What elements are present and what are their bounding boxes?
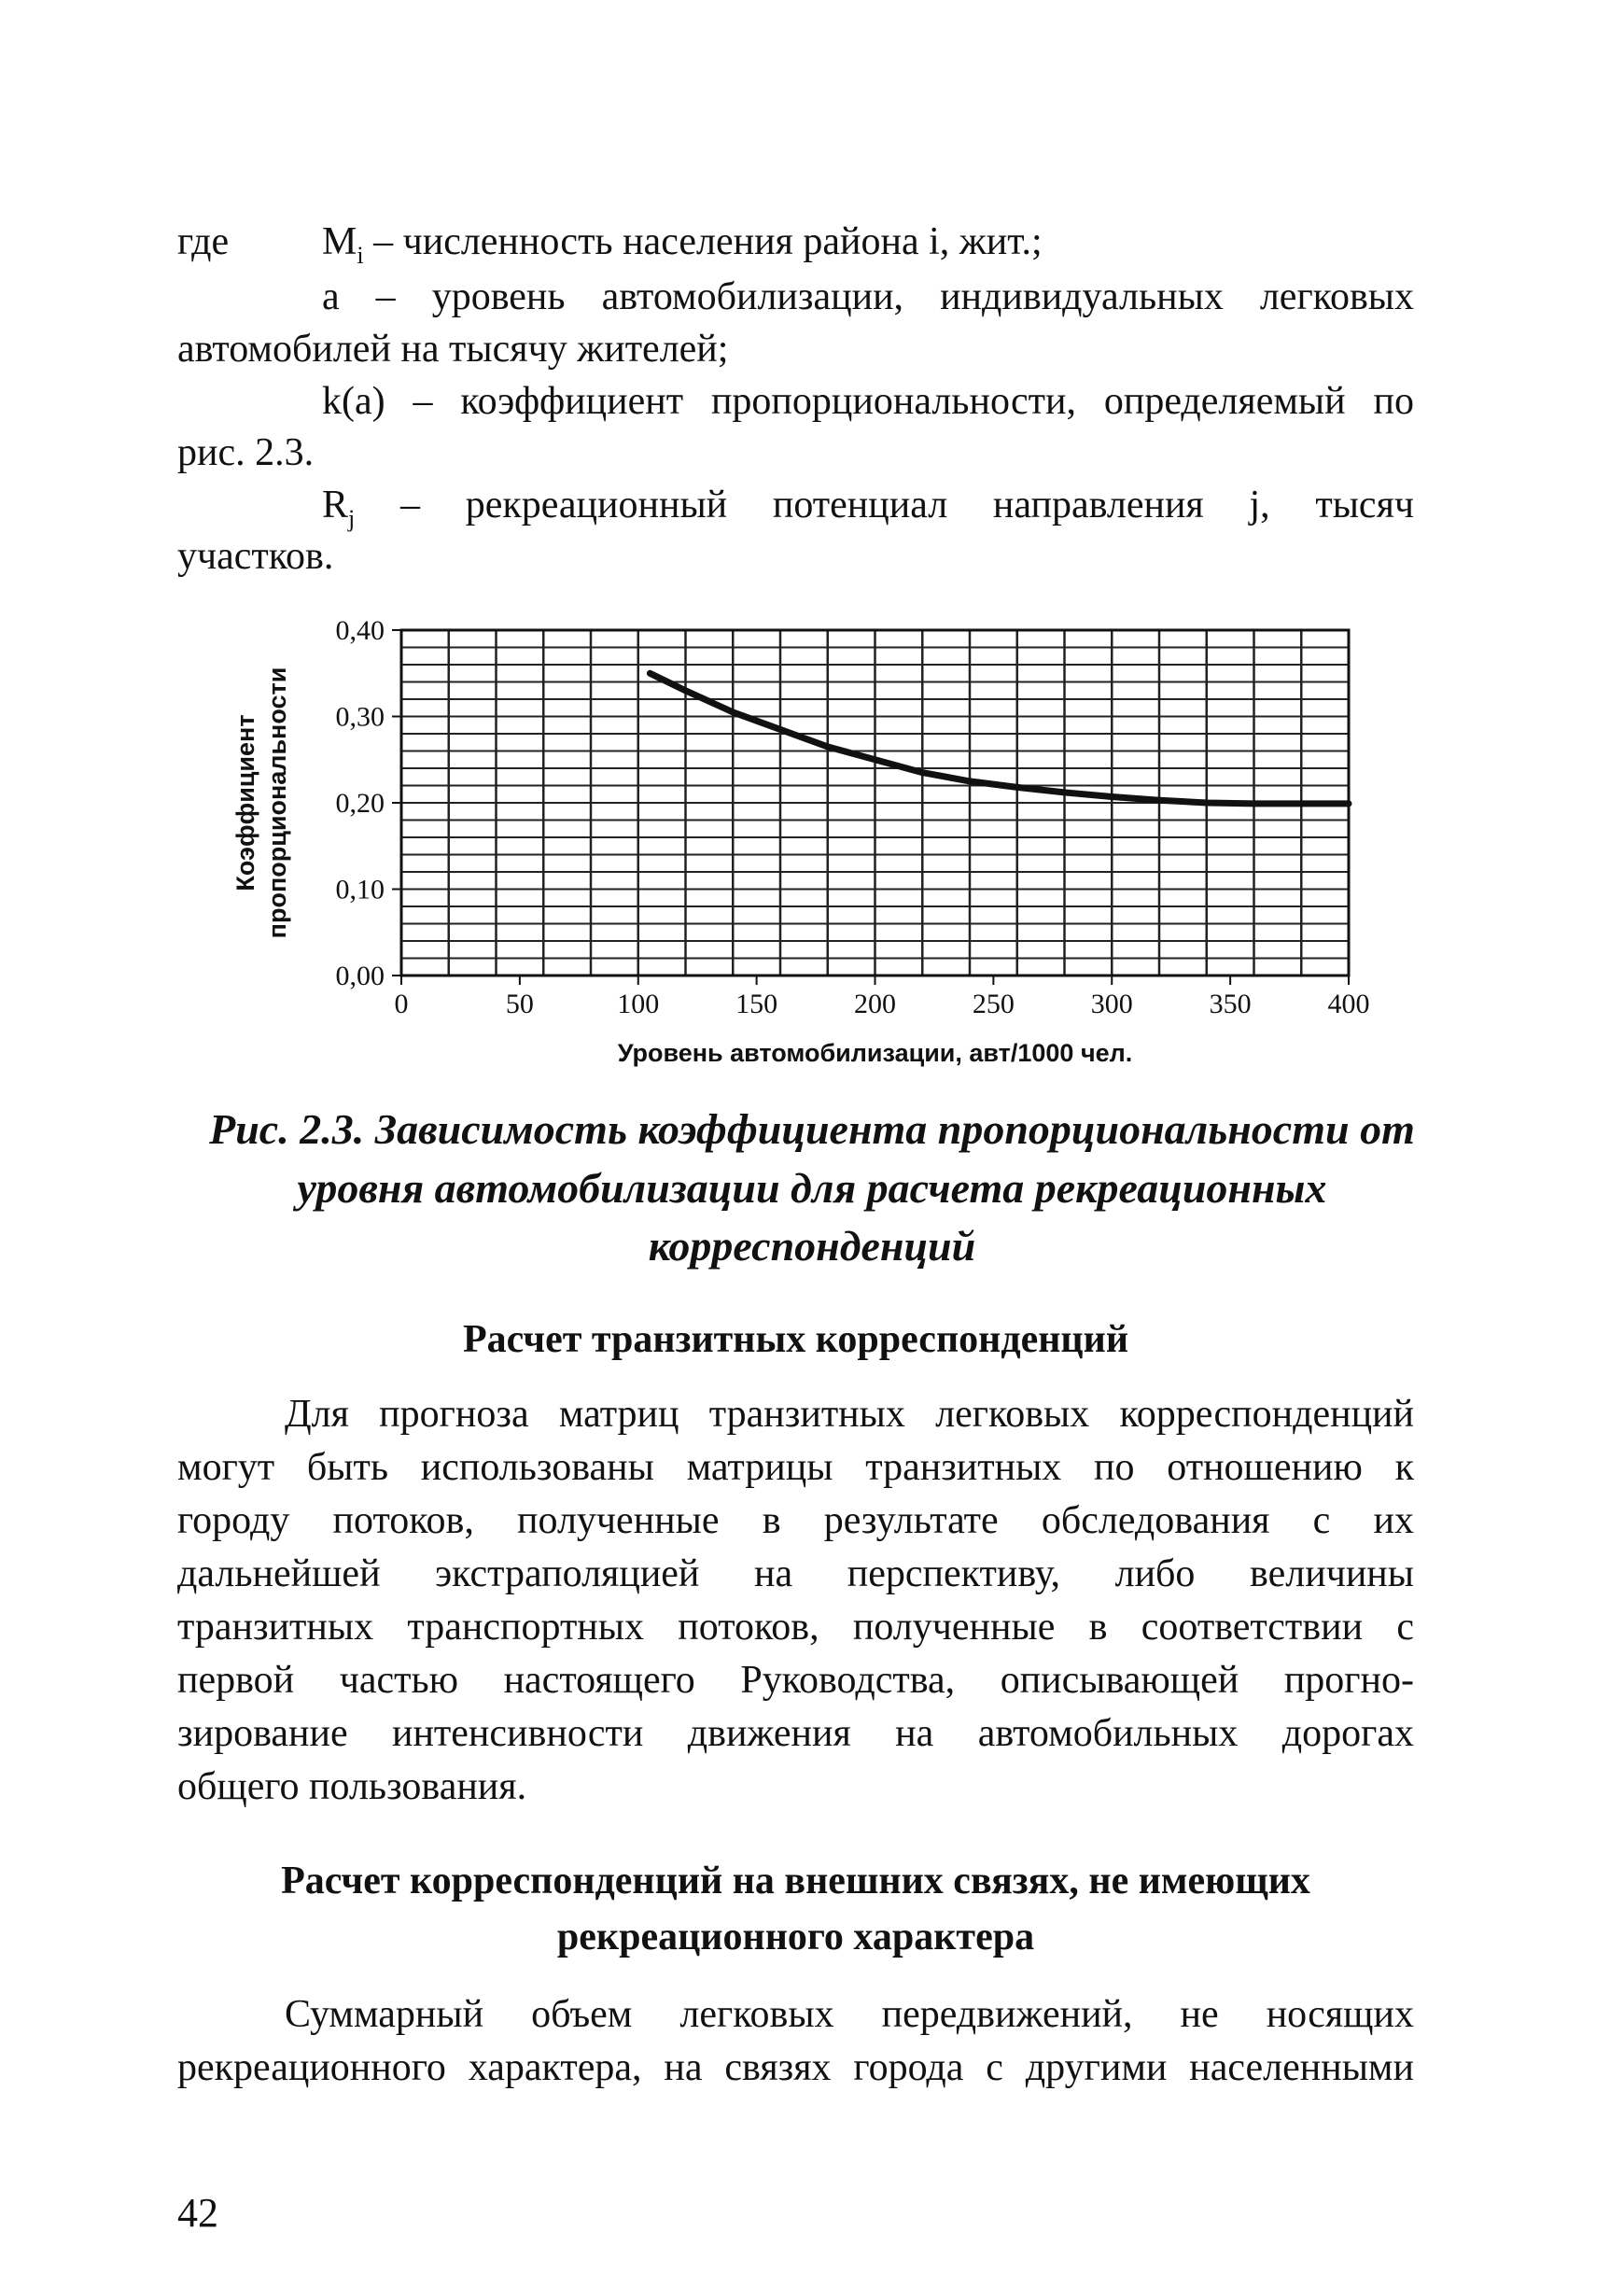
x-tick-label: 400	[1327, 989, 1370, 1019]
y-tick-label: 0,40	[335, 615, 385, 646]
section2-line: рекреационного характера, на связях города с другими населенными	[177, 2046, 1414, 2089]
section1-line: могут быть использованы матрицы транзитных по отношению к	[177, 1446, 1414, 1489]
section1-line: первой частью настоящего Руководства, описывающей прогно-	[177, 1659, 1414, 1702]
figure-caption-line1: Рис. 2.3. Зависимость коэффициента пропорциональности от	[209, 1105, 1415, 1153]
x-tick-label: 300	[1090, 989, 1133, 1019]
section1-line: городу потоков, полученные в результате обследования с их	[177, 1499, 1414, 1542]
figure-caption-line3: корреспонденций	[648, 1222, 976, 1270]
x-tick-label: 150	[735, 989, 778, 1019]
x-tick-label: 350	[1209, 989, 1252, 1019]
section-heading-transit: Расчет транзитных корреспонденций	[462, 1318, 1129, 1361]
chart-axes	[392, 630, 1349, 985]
section-heading-external-line2: рекреационного характера	[556, 1916, 1035, 1958]
r-symbol: R	[322, 484, 349, 526]
section1-line: Для прогноза матриц транзитных легковых корреспонденций	[285, 1393, 1414, 1436]
section1-line: дальнейшей экстраполяцией на перспективу, либо величины	[177, 1552, 1414, 1595]
definition-k-line1: k(a) – коэффициент пропорциональности, определяемый по	[322, 380, 1414, 423]
r-text: – рекреационный потенциал направления j, тысяч	[399, 484, 1415, 526]
x-tick-label: 100	[617, 989, 660, 1019]
where-word: где	[177, 220, 230, 263]
section-heading-external-line1: Расчет корреспонденций на внешних связях, не имеющих	[281, 1860, 1310, 1902]
definition-a-line1: a – уровень автомобилизации, индивидуальных легковых	[322, 275, 1414, 318]
m-symbol: M	[322, 220, 357, 263]
coefficient-chart	[224, 607, 1400, 1074]
definition-k-line2: рис. 2.3.	[177, 431, 315, 474]
x-axis-title: Уровень автомобилизации, авт/1000 чел.	[617, 1039, 1133, 1067]
y-tick-label: 0,30	[335, 701, 385, 733]
section1-line: общего пользования.	[177, 1765, 527, 1808]
figure-caption-line2: уровня автомобилизации для расчета рекреационных	[297, 1164, 1327, 1212]
section2-line: Суммарный объем легковых передвижений, не носящих	[285, 1993, 1414, 2036]
y-tick-label: 0,00	[335, 961, 385, 991]
r-subscript: j	[348, 505, 356, 532]
section1-line: транзитных транспортных потоков, полученные в соответствии с	[177, 1606, 1414, 1649]
m-text: – численность населения района i, жит.;	[373, 220, 1043, 263]
x-tick-label: 250	[972, 989, 1015, 1019]
y-tick-label: 0,10	[335, 874, 385, 905]
x-tick-label: 200	[854, 989, 896, 1019]
page-number: 42	[177, 2190, 218, 2236]
section1-line: зирование интенсивности движения на автомобильных дорогах	[177, 1712, 1414, 1755]
x-tick-label: 50	[505, 989, 534, 1019]
definition-r-line2: участков.	[177, 535, 334, 578]
definition-r-line1	[322, 479, 1414, 545]
chart-series	[650, 673, 1349, 804]
definition-a-line2: автомобилей на тысячу жителей;	[177, 328, 729, 371]
x-tick-label: 0	[394, 989, 409, 1019]
y-axis-title-line2: пропорциональности	[263, 667, 291, 939]
y-tick-label: 0,20	[335, 788, 385, 819]
m-subscript: i	[357, 242, 364, 269]
series-line-k	[650, 673, 1349, 804]
y-axis-title-line1: Коэффициент	[231, 714, 259, 891]
